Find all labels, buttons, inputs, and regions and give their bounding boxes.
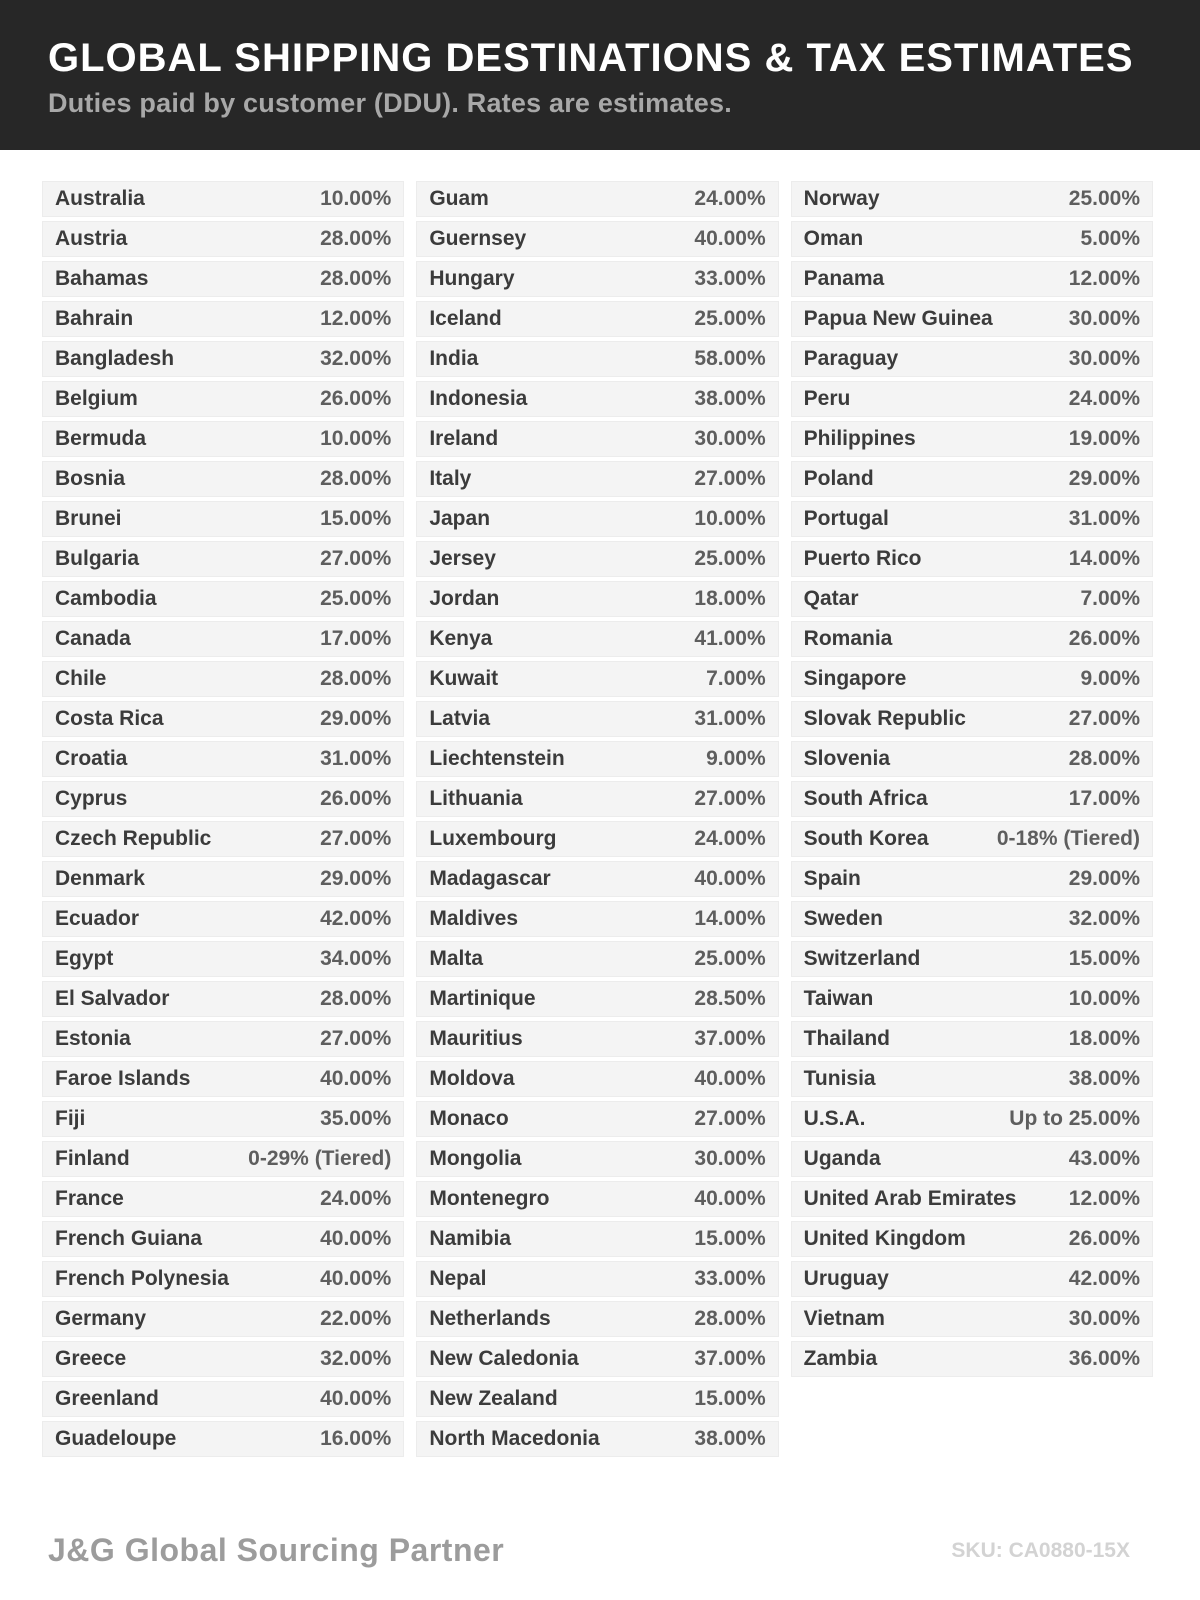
table-row [42, 701, 404, 737]
rate-value: 27.00% [320, 547, 392, 570]
table-row [42, 1301, 404, 1337]
country-label: Montenegro [429, 1187, 550, 1210]
country-label: Puerto Rico [803, 547, 922, 570]
table-row [416, 701, 778, 737]
rate-value: 16.00% [320, 1427, 392, 1450]
rate-value: 19.00% [1068, 427, 1140, 450]
table-row [791, 821, 1153, 857]
country-label: Panama [803, 267, 885, 290]
rate-value: 31.00% [1068, 507, 1140, 530]
country-label: Zambia [803, 1347, 878, 1370]
table-row [42, 1421, 404, 1457]
country-label: Guam [429, 187, 489, 210]
table-row [791, 1261, 1153, 1297]
table-row [791, 701, 1153, 737]
country-label: Greece [55, 1347, 127, 1370]
country-label: Tunisia [803, 1067, 876, 1090]
table-row [791, 621, 1153, 657]
rate-value: 15.00% [320, 507, 392, 530]
rate-value: 29.00% [320, 867, 392, 890]
table-row [416, 501, 778, 537]
country-label: Costa Rica [55, 707, 164, 730]
table-row [42, 1061, 404, 1097]
rate-value: 26.00% [320, 387, 392, 410]
table-row [791, 981, 1153, 1017]
rate-value: 30.00% [694, 427, 766, 450]
country-label: Chile [55, 667, 107, 690]
table-row [42, 661, 404, 697]
table-row [416, 1261, 778, 1297]
rate-value: 10.00% [694, 507, 766, 530]
country-label: Malta [429, 947, 484, 970]
table-row [416, 581, 778, 617]
rate-value: 17.00% [320, 627, 392, 650]
table-row [416, 901, 778, 937]
table-row [416, 341, 778, 377]
table-row [791, 181, 1153, 217]
table-row [791, 1021, 1153, 1057]
table-row [791, 461, 1153, 497]
rate-value: 40.00% [694, 867, 766, 890]
country-label: Monaco [429, 1107, 509, 1130]
rate-value: 22.00% [320, 1307, 392, 1330]
country-label: Bosnia [55, 467, 126, 490]
rate-value: 32.00% [320, 1347, 392, 1370]
country-label: Austria [55, 227, 128, 250]
table-row [416, 421, 778, 457]
table-row [42, 1141, 404, 1177]
table-row [791, 781, 1153, 817]
table-row [42, 1261, 404, 1297]
table-row [791, 1141, 1153, 1177]
rate-value: 26.00% [320, 787, 392, 810]
table-row [416, 181, 778, 217]
rate-value: 28.00% [320, 267, 392, 290]
country-label: Guernsey [429, 227, 527, 250]
country-label: Ireland [429, 427, 499, 450]
country-label: Slovak Republic [803, 707, 966, 730]
rate-value: 12.00% [1068, 1187, 1140, 1210]
rate-value: 7.00% [706, 667, 766, 690]
country-label: U.S.A. [803, 1107, 866, 1130]
rate-value: 40.00% [320, 1227, 392, 1250]
rate-value: 32.00% [1068, 907, 1140, 930]
table-row [791, 421, 1153, 457]
rate-value: 38.00% [694, 1427, 766, 1450]
rate-value: 28.00% [694, 1307, 766, 1330]
country-label: Cyprus [55, 787, 128, 810]
country-label: Jordan [429, 587, 500, 610]
country-label: Hungary [429, 267, 515, 290]
table-row [416, 1181, 778, 1217]
rate-value: 24.00% [694, 187, 766, 210]
table-row [42, 421, 404, 457]
country-label: Kuwait [429, 667, 499, 690]
country-label: Thailand [803, 1027, 890, 1050]
table-row [42, 1381, 404, 1417]
rate-value: 28.00% [1068, 747, 1140, 770]
country-label: Uruguay [803, 1267, 889, 1290]
rate-value: 28.50% [694, 987, 766, 1010]
rate-value: 30.00% [1068, 347, 1140, 370]
rate-value: 37.00% [694, 1347, 766, 1370]
table-row [416, 381, 778, 417]
rate-value: 0-29% (Tiered) [248, 1147, 392, 1170]
country-label: Nepal [429, 1267, 487, 1290]
country-label: Singapore [803, 667, 907, 690]
rate-value: 36.00% [1068, 1347, 1140, 1370]
country-label: Uganda [803, 1147, 881, 1170]
country-label: French Guiana [55, 1227, 203, 1250]
country-label: Bermuda [55, 427, 147, 450]
table-row [791, 1341, 1153, 1377]
country-label: Vietnam [803, 1307, 885, 1330]
country-label: El Salvador [55, 987, 170, 1010]
rate-value: 40.00% [694, 1067, 766, 1090]
country-label: Taiwan [803, 987, 874, 1010]
rate-value: 34.00% [320, 947, 392, 970]
table-row [42, 1101, 404, 1137]
table-row [416, 981, 778, 1017]
country-label: Netherlands [429, 1307, 551, 1330]
country-label: New Zealand [429, 1387, 558, 1410]
table-row [416, 741, 778, 777]
country-label: Papua New Guinea [803, 307, 993, 330]
country-label: Peru [803, 387, 851, 410]
country-label: Faroe Islands [55, 1067, 191, 1090]
table-row [42, 1021, 404, 1057]
rate-value: 10.00% [320, 427, 392, 450]
table-row [42, 621, 404, 657]
rate-value: 7.00% [1080, 587, 1140, 610]
country-label: Liechtenstein [429, 747, 565, 770]
rate-value: 33.00% [694, 1267, 766, 1290]
country-label: Italy [429, 467, 472, 490]
country-label: Bahamas [55, 267, 149, 290]
table-row [791, 1101, 1153, 1137]
country-label: United Kingdom [803, 1227, 966, 1250]
rate-value: 0-18% (Tiered) [996, 827, 1140, 850]
rates-column-3 [791, 181, 1153, 1381]
rate-value: 43.00% [1068, 1147, 1140, 1170]
rate-value: 25.00% [1068, 187, 1140, 210]
table-row [42, 1181, 404, 1217]
rate-value: 30.00% [1068, 1307, 1140, 1330]
country-label: Qatar [803, 587, 859, 610]
table-row [416, 621, 778, 657]
rate-value: 40.00% [320, 1067, 392, 1090]
rate-value: 41.00% [694, 627, 766, 650]
table-row [791, 941, 1153, 977]
table-row [791, 1061, 1153, 1097]
table-row [791, 341, 1153, 377]
rate-value: 31.00% [694, 707, 766, 730]
country-label: Sweden [803, 907, 884, 930]
country-label: South Korea [803, 827, 929, 850]
table-row [42, 181, 404, 217]
rate-value: 18.00% [1068, 1027, 1140, 1050]
rate-value: 58.00% [694, 347, 766, 370]
rate-value: 15.00% [694, 1227, 766, 1250]
rate-value: 14.00% [1068, 547, 1140, 570]
rates-table [42, 181, 1153, 1461]
country-label: New Caledonia [429, 1347, 579, 1370]
country-label: Madagascar [429, 867, 551, 890]
country-label: Croatia [55, 747, 128, 770]
table-row [791, 501, 1153, 537]
rate-value: 30.00% [694, 1147, 766, 1170]
rates-column-2 [416, 181, 778, 1461]
table-row [791, 221, 1153, 257]
country-label: Brunei [55, 507, 122, 530]
table-row [42, 861, 404, 897]
rate-value: Up to 25.00% [1009, 1107, 1140, 1130]
table-row [791, 861, 1153, 897]
rate-value: 29.00% [1068, 467, 1140, 490]
country-label: Denmark [55, 867, 145, 890]
rate-value: 29.00% [1068, 867, 1140, 890]
table-row [416, 941, 778, 977]
rate-value: 27.00% [320, 1027, 392, 1050]
rate-value: 38.00% [694, 387, 766, 410]
table-row [42, 221, 404, 257]
country-label: United Arab Emirates [803, 1187, 1017, 1210]
country-label: Martinique [429, 987, 536, 1010]
rate-value: 32.00% [320, 347, 392, 370]
rate-value: 27.00% [1068, 707, 1140, 730]
footer [48, 1532, 1130, 1569]
brand-name: J&G Global Sourcing Partner [48, 1532, 505, 1568]
rate-value: 9.00% [706, 747, 766, 770]
table-row [416, 1021, 778, 1057]
country-label: Germany [55, 1307, 147, 1330]
rate-value: 40.00% [694, 227, 766, 250]
rate-value: 15.00% [694, 1387, 766, 1410]
country-label: Luxembourg [429, 827, 557, 850]
rate-value: 38.00% [1068, 1067, 1140, 1090]
rate-value: 27.00% [320, 827, 392, 850]
table-row [42, 821, 404, 857]
table-row [416, 261, 778, 297]
country-label: Iceland [429, 307, 502, 330]
country-label: North Macedonia [429, 1427, 600, 1450]
rate-value: 25.00% [320, 587, 392, 610]
country-label: Japan [429, 507, 491, 530]
table-row [416, 1341, 778, 1377]
table-row [42, 301, 404, 337]
country-label: Finland [55, 1147, 130, 1170]
country-label: France [55, 1187, 124, 1210]
table-row [42, 1221, 404, 1257]
table-row [42, 541, 404, 577]
rate-value: 33.00% [694, 267, 766, 290]
country-label: Czech Republic [55, 827, 212, 850]
table-row [42, 341, 404, 377]
rate-value: 25.00% [694, 947, 766, 970]
table-row [42, 1341, 404, 1377]
rate-value: 14.00% [694, 907, 766, 930]
country-label: Kenya [429, 627, 493, 650]
country-label: Guadeloupe [55, 1427, 177, 1450]
country-label: India [429, 347, 479, 370]
table-row [42, 381, 404, 417]
table-row [416, 781, 778, 817]
country-label: Romania [803, 627, 893, 650]
table-row [791, 1221, 1153, 1257]
country-label: South Africa [803, 787, 928, 810]
page-subtitle: Duties paid by customer (DDU). Rates are estimates. [48, 88, 732, 118]
country-label: Mauritius [429, 1027, 523, 1050]
rate-value: 40.00% [694, 1187, 766, 1210]
table-row [791, 581, 1153, 617]
rate-value: 12.00% [320, 307, 392, 330]
country-label: Jersey [429, 547, 496, 570]
table-row [42, 461, 404, 497]
country-label: Latvia [429, 707, 491, 730]
country-label: Moldova [429, 1067, 515, 1090]
table-row [791, 301, 1153, 337]
country-label: Oman [803, 227, 864, 250]
rate-value: 26.00% [1068, 627, 1140, 650]
country-label: Poland [803, 467, 874, 490]
table-row [791, 381, 1153, 417]
rate-value: 29.00% [320, 707, 392, 730]
rate-value: 25.00% [694, 547, 766, 570]
rate-value: 5.00% [1080, 227, 1140, 250]
rate-value: 24.00% [320, 1187, 392, 1210]
table-row [42, 501, 404, 537]
country-label: Bangladesh [55, 347, 175, 370]
table-row [791, 741, 1153, 777]
table-row [42, 981, 404, 1017]
country-label: Ecuador [55, 907, 140, 930]
table-row [416, 661, 778, 697]
rate-value: 15.00% [1068, 947, 1140, 970]
table-row [791, 261, 1153, 297]
table-row [416, 1101, 778, 1137]
rates-column-1 [42, 181, 404, 1461]
table-row [416, 1221, 778, 1257]
country-label: Spain [803, 867, 861, 890]
table-row [416, 541, 778, 577]
table-row [416, 1421, 778, 1457]
table-row [42, 901, 404, 937]
country-label: Maldives [429, 907, 519, 930]
rate-value: 31.00% [320, 747, 392, 770]
rate-value: 26.00% [1068, 1227, 1140, 1250]
table-row [42, 261, 404, 297]
table-row [791, 1181, 1153, 1217]
rate-value: 28.00% [320, 227, 392, 250]
rate-value: 12.00% [1068, 267, 1140, 290]
table-row [791, 901, 1153, 937]
country-label: Switzerland [803, 947, 921, 970]
rate-value: 24.00% [694, 827, 766, 850]
country-label: Lithuania [429, 787, 523, 810]
rate-value: 42.00% [320, 907, 392, 930]
table-row [42, 741, 404, 777]
table-row [42, 781, 404, 817]
rate-value: 37.00% [694, 1027, 766, 1050]
rate-value: 27.00% [694, 1107, 766, 1130]
country-label: Bulgaria [55, 547, 140, 570]
rate-value: 10.00% [320, 187, 392, 210]
table-row [416, 301, 778, 337]
rate-value: 40.00% [320, 1267, 392, 1290]
rate-value: 30.00% [1068, 307, 1140, 330]
country-label: Canada [55, 627, 131, 650]
rate-value: 42.00% [1068, 1267, 1140, 1290]
rate-value: 18.00% [694, 587, 766, 610]
table-row [416, 1141, 778, 1177]
header-banner [0, 0, 1200, 150]
table-row [416, 821, 778, 857]
rate-value: 9.00% [1080, 667, 1140, 690]
rate-value: 27.00% [694, 467, 766, 490]
country-label: Belgium [55, 387, 138, 410]
table-row [416, 1301, 778, 1337]
table-row [42, 941, 404, 977]
rate-value: 10.00% [1068, 987, 1140, 1010]
rate-value: 25.00% [694, 307, 766, 330]
table-row [42, 581, 404, 617]
table-row [416, 861, 778, 897]
country-label: Philippines [803, 427, 916, 450]
table-row [791, 661, 1153, 697]
country-label: Indonesia [429, 387, 528, 410]
country-label: Greenland [55, 1387, 159, 1410]
rate-value: 28.00% [320, 667, 392, 690]
country-label: Paraguay [803, 347, 899, 370]
country-label: Cambodia [55, 587, 157, 610]
table-row [416, 1061, 778, 1097]
rate-value: 40.00% [320, 1387, 392, 1410]
page-title: GLOBAL SHIPPING DESTINATIONS & TAX ESTIMATES [48, 36, 1134, 80]
table-row [416, 461, 778, 497]
country-label: Namibia [429, 1227, 512, 1250]
country-label: Norway [803, 187, 880, 210]
rate-value: 35.00% [320, 1107, 392, 1130]
country-label: Slovenia [803, 747, 891, 770]
country-label: French Polynesia [55, 1267, 229, 1290]
table-row [791, 1301, 1153, 1337]
sku-label: SKU: CA0880-15X [951, 1538, 1130, 1562]
rate-value: 17.00% [1068, 787, 1140, 810]
country-label: Portugal [803, 507, 889, 530]
country-label: Australia [55, 187, 145, 210]
country-label: Mongolia [429, 1147, 522, 1170]
rate-value: 27.00% [694, 787, 766, 810]
country-label: Egypt [55, 947, 114, 970]
country-label: Estonia [55, 1027, 131, 1050]
table-row [416, 1381, 778, 1417]
table-row [791, 541, 1153, 577]
country-label: Bahrain [55, 307, 134, 330]
rate-value: 28.00% [320, 987, 392, 1010]
country-label: Fiji [55, 1107, 86, 1130]
rate-value: 24.00% [1068, 387, 1140, 410]
table-row [416, 221, 778, 257]
rate-value: 28.00% [320, 467, 392, 490]
